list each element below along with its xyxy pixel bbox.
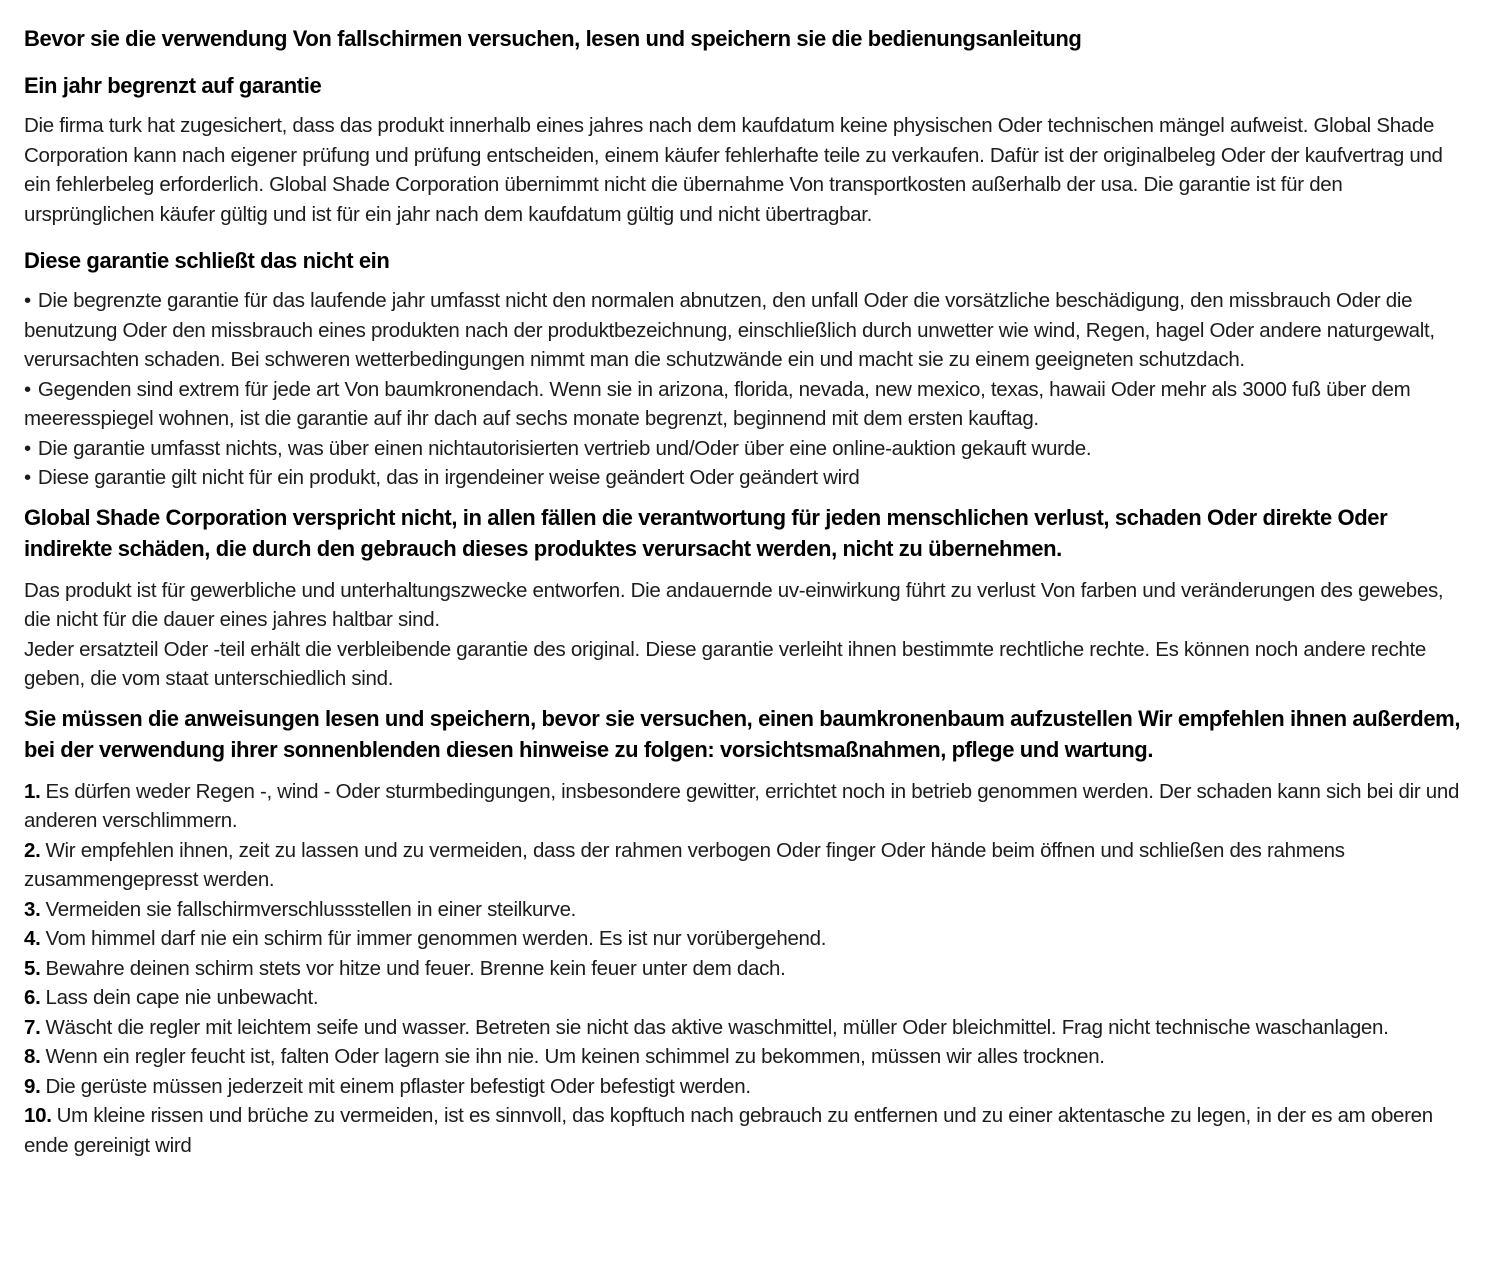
- section-heading-one-year-warranty: Ein jahr begrenzt auf garantie: [24, 73, 322, 98]
- instruction-item: [24, 1042, 1474, 1072]
- instruction-item: [24, 1013, 1474, 1043]
- care-instructions-heading: Sie müssen die anweisungen lesen und speichern, bevor sie versuchen, einen baumkronenbaum aufzustellen Wir empfehlen ihnen außerdem, bei der verwendung ihrer sonnenblenden diesen hinweise zu folgen: vorsichtsmaßnahmen, pflege und wartung.: [24, 705, 1461, 762]
- exclusion-item-text: Diese garantie gilt nicht für ein produkt, das in irgendeiner weise geändert Oder geändert wird: [37, 466, 860, 489]
- instruction-text: Wenn ein regler feucht ist, falten Oder lagern sie ihn nie. Um keinen schimmel zu bekommen, müssen wir alles trocknen.: [45, 1045, 1105, 1068]
- exclusion-item-text: Die begrenzte garantie für das laufende jahr umfasst nicht den normalen abnutzen, den unfall Oder die vorsätzliche beschädigung, den missbrauch Oder die benutzung Oder den missbrauch eines produkten nach der produktbezeichnung, einschließlich durch unwetter wie wind, Regen, hagel Oder andere naturgewalt, verursachten schaden. Bei schweren wetterbedingungen nimmt man die schutzwände ein und macht sie zu einem geeigneten schutzdach.: [24, 289, 1435, 371]
- exclusion-item: [24, 375, 1474, 434]
- product-usage-paragraph-1: Das produkt ist für gewerbliche und unterhaltungszwecke entworfen. Die andauernde uv-einwirkung führt zu verlust Von farben und veränderungen des gewebes, die nicht für die dauer eines jahres haltbar sind.: [24, 578, 1444, 631]
- exclusion-item-text: Gegenden sind extrem für jede art Von baumkronendach. Wenn sie in arizona, florida, nevada, new mexico, texas, hawaii Oder mehr als 3000 fuß über dem meeresspiegel wohnen, ist die garantie auf ihr dach auf sechs monate begrenzt, beginnend mit dem ersten kauftag.: [24, 377, 1411, 430]
- exclusion-item: [24, 286, 1474, 375]
- instruction-item: [24, 836, 1474, 895]
- instruction-number: 5.: [24, 956, 41, 980]
- exclusions-list: [24, 286, 1474, 493]
- instruction-text: Die gerüste müssen jederzeit mit einem pflaster befestigt Oder befestigt werden.: [45, 1074, 751, 1098]
- instruction-number: 4.: [24, 927, 41, 950]
- section-heading-exclusions: Diese garantie schließt das nicht ein: [24, 248, 390, 273]
- bullet-marker: •: [24, 289, 31, 312]
- care-instructions-list: [24, 777, 1474, 1161]
- instruction-text: Es dürfen weder Regen -, wind - Oder sturmbedingungen, insbesondere gewitter, errichtet noch in betrieb genommen werden. Der schaden kann sich bei dir und anderen verschlimmern.: [24, 779, 1460, 832]
- instruction-number: 3.: [24, 897, 41, 921]
- instruction-text: Wäscht die regler mit leichtem seife und wasser. Betreten sie nicht das aktive waschmittel, müller Oder bleichmittel. Frag nicht technische waschanlagen.: [45, 1015, 1389, 1039]
- instruction-text: Lass dein cape nie unbewacht.: [45, 986, 319, 1009]
- bullet-marker: •: [24, 466, 31, 489]
- instruction-number: 7.: [24, 1015, 41, 1039]
- instruction-number: 8.: [24, 1045, 41, 1068]
- instruction-item: [24, 924, 1474, 954]
- instruction-item: [24, 777, 1474, 836]
- exclusion-item-text: Die garantie umfasst nichts, was über einen nichtautorisierten vertrieb und/Oder über eine online-auktion gekauft wurde.: [37, 436, 1092, 460]
- instruction-number: 9.: [24, 1074, 41, 1098]
- instruction-item: [24, 983, 1474, 1013]
- instruction-text: Vermeiden sie fallschirmverschlussstellen in einer steilkurve.: [45, 897, 577, 921]
- product-usage-paragraphs: [24, 576, 1474, 694]
- instruction-number: 6.: [24, 986, 41, 1009]
- exclusion-item: [24, 434, 1474, 464]
- bullet-marker: •: [24, 377, 31, 401]
- instruction-item: [24, 895, 1474, 925]
- product-usage-paragraph-2: Jeder ersatzteil Oder -teil erhält die verbleibende garantie des original. Diese garantie verleiht ihnen bestimmte rechtliche rechte. Es können noch andere rechte geben, die vom staat unterschiedlich sind.: [24, 637, 1427, 690]
- bullet-marker: •: [24, 436, 31, 460]
- one-year-warranty-paragraph: Die firma turk hat zugesichert, dass das produkt innerhalb eines jahres nach dem kaufdatum keine physischen Oder technischen mängel aufweist. Global Shade Corporation kann nach eigener prüfung und prüfung entscheiden, einem käufer fehlerhafte teile zu verkaufen. Dafür ist der originalbeleg Oder der kaufvertrag und ein fehlerbeleg erforderlich. Global Shade Corporation übernimmt nicht die übernahme Von transportkosten außerhalb der usa. Die garantie ist für den ursprünglichen käufer gültig und ist für ein jahr nach dem kaufdatum gültig und nicht übertragbar.: [24, 114, 1443, 226]
- instruction-item: [24, 954, 1474, 984]
- instruction-text: Bewahre deinen schirm stets vor hitze und feuer. Brenne kein feuer unter dem dach.: [45, 956, 786, 980]
- instruction-number: 1.: [24, 779, 41, 803]
- instruction-item: [24, 1101, 1474, 1160]
- instruction-item: [24, 1072, 1474, 1102]
- page-title: Bevor sie die verwendung Von fallschirmen versuchen, lesen und speichern sie die bedienungsanleitung: [24, 26, 1082, 51]
- instruction-text: Um kleine rissen und brüche zu vermeiden, ist es sinnvoll, das kopftuch nach gebrauch zu entfernen und zu einer aktentasche zu legen, in der es am oberen ende gereinigt wird: [24, 1104, 1433, 1157]
- instruction-number: 2.: [24, 838, 41, 862]
- exclusion-item: [24, 463, 1474, 493]
- instruction-number: 10.: [24, 1104, 52, 1127]
- instruction-text: Vom himmel darf nie ein schirm für immer genommen werden. Es ist nur vorübergehend.: [45, 927, 827, 950]
- instruction-text: Wir empfehlen ihnen, zeit zu lassen und zu vermeiden, dass der rahmen verbogen Oder finger Oder hände beim öffnen und schließen des rahmens zusammengepresst werden.: [24, 838, 1345, 891]
- liability-statement: Global Shade Corporation verspricht nicht, in allen fällen die verantwortung für jeden menschlichen verlust, schaden Oder direkte Oder indirekte schäden, die durch den gebrauch dieses produktes verursacht werden, nicht zu übernehmen.: [24, 504, 1388, 561]
